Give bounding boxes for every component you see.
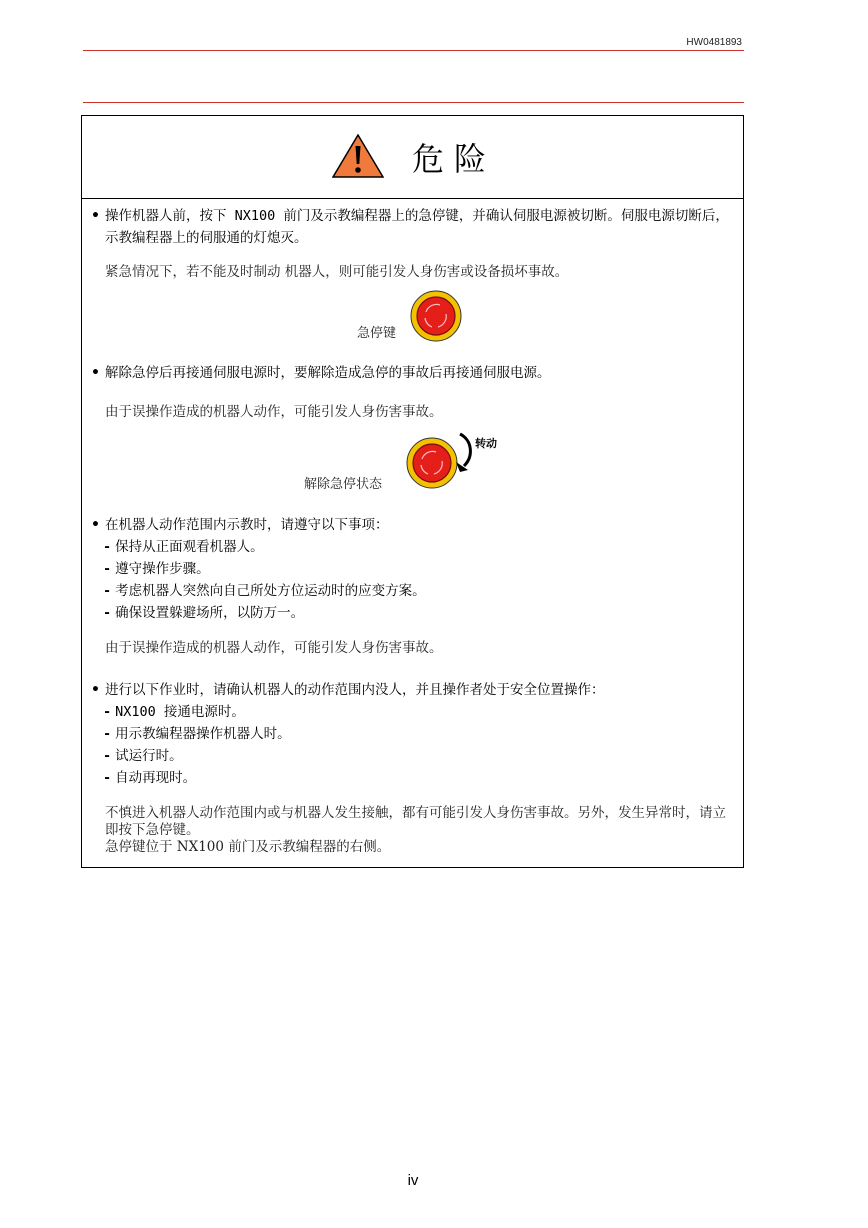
list-item: - 用示教编程器操作机器人时。 — [103, 726, 291, 742]
page-number: iv — [407, 1172, 419, 1189]
rotate-label: 转动 — [475, 437, 497, 450]
bullet-estop-before-operation — [91, 205, 731, 249]
list-item: - 保持从正面观看机器人。 — [103, 539, 264, 555]
header-rule — [83, 50, 744, 51]
list-item: - 确保设置躲避场所，以防万一。 — [103, 605, 305, 621]
bullet-text: 操作机器人前，按下 NX100 前门及示教编程器上的急停键，并确认伺服电源被切断。伺服电源切断后，示教编程器上的伺服通的灯熄灭。 — [105, 208, 729, 246]
bullet-operation-safety — [91, 679, 731, 789]
danger-box — [81, 115, 744, 868]
figure-caption: 急停键 — [357, 326, 397, 341]
danger-title: 危险 — [412, 140, 497, 178]
bullet-text: 进行以下作业时，请确认机器人的动作范围内没人，并且操作者处于安全位置操作： — [105, 682, 605, 698]
bullet-note: 由于误操作造成的机器人动作，可能引发人身伤害事故。 — [105, 640, 443, 656]
rule-list — [103, 701, 731, 789]
list-item: - NX100 接通电源时。 — [103, 704, 245, 720]
list-item: - 自动再现时。 — [103, 770, 197, 786]
bullet-note — [105, 805, 731, 856]
rule-list — [103, 536, 731, 624]
figure-caption: 解除急停状态 — [304, 477, 383, 492]
bullet-note: 紧急情况下，若不能及时制动 机器人，则可能引发人身伤害或设备损坏事故。 — [105, 264, 569, 280]
list-item: - 考虑机器人突然向自己所处方位运动时的应变方案。 — [103, 583, 426, 599]
list-item: - 遵守操作步骤。 — [103, 561, 210, 577]
bullet-text: 解除急停后再接通伺服电源时，要解除造成急停的事故后再接通伺服电源。 — [105, 365, 551, 381]
bullet-dot: • — [91, 682, 100, 698]
danger-header — [82, 116, 743, 199]
bullet-note: 由于误操作造成的机器人动作，可能引发人身伤害事故。 — [105, 404, 443, 420]
bullet-dot: • — [91, 517, 100, 533]
section-rule — [83, 102, 744, 103]
note-line: 急停键位于 NX100 前门及示教编程器的右侧。 — [105, 839, 391, 855]
emergency-stop-button-icon — [406, 437, 458, 489]
list-item: - 试运行时。 — [103, 748, 183, 764]
warning-triangle-icon — [332, 134, 384, 178]
bullet-dot: • — [91, 208, 100, 224]
document-code: HW0481893 — [686, 37, 742, 48]
bullet-dot: • — [91, 365, 100, 381]
bullet-text: 在机器人动作范围内示教时，请遵守以下事项： — [105, 517, 389, 533]
bullet-release-estop — [91, 362, 731, 384]
emergency-stop-button-icon — [410, 290, 462, 342]
bullet-teach-in-range — [91, 514, 731, 624]
note-line: 不慎进入机器人动作范围内或与机器人发生接触，都有可能引发人身伤害事故。另外，发生异常时，请立即按下急停键。 — [105, 805, 726, 838]
